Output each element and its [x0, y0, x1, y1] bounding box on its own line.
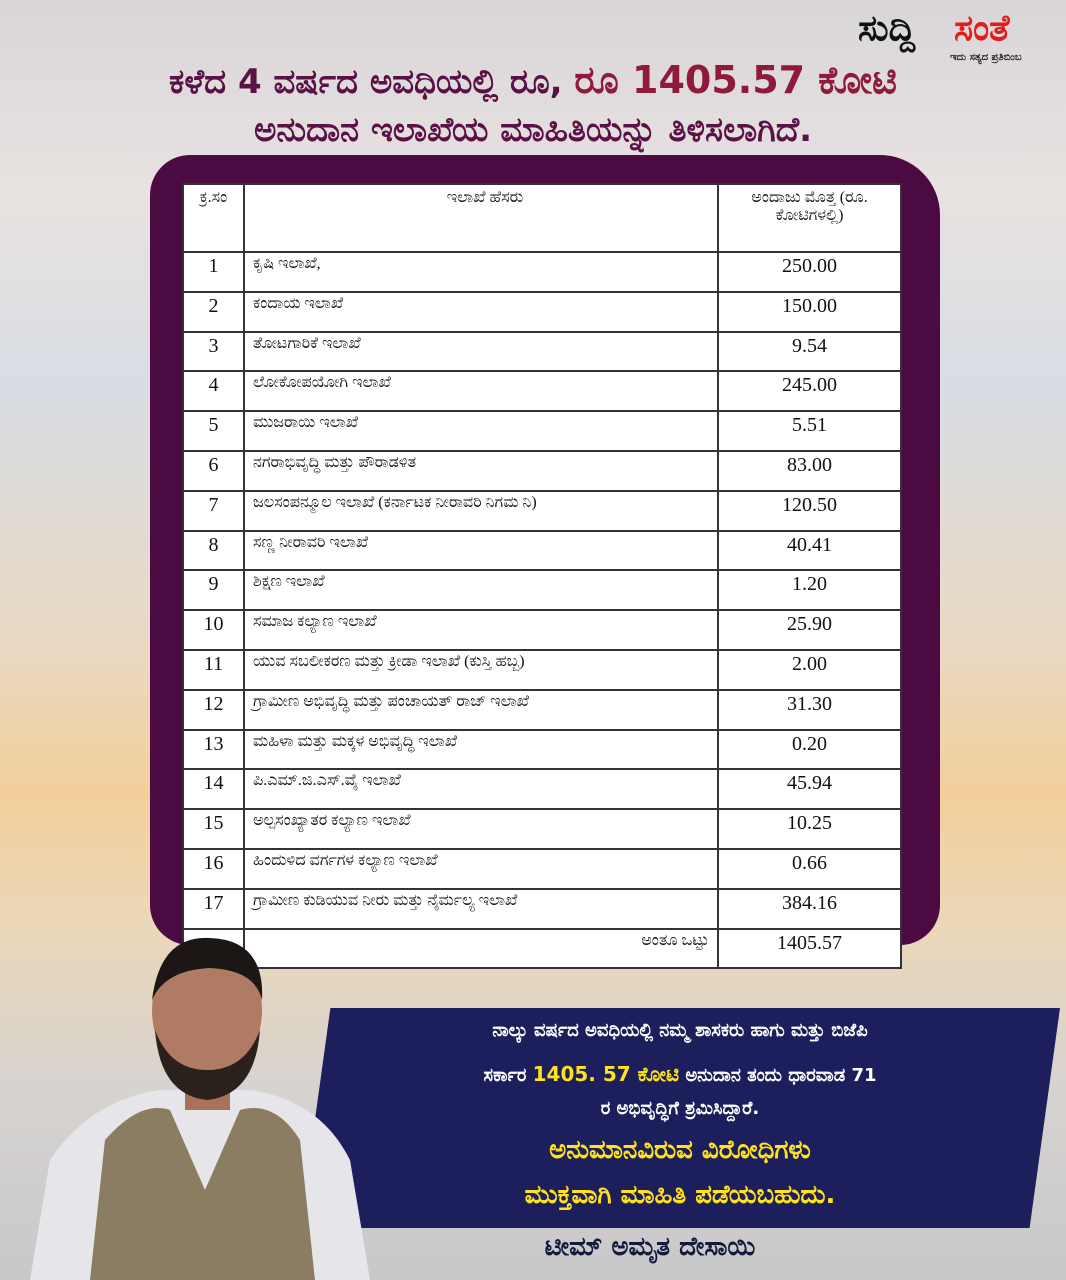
row-serial: 10	[183, 610, 244, 650]
row-amount: 2.00	[718, 650, 901, 690]
table-row	[183, 332, 901, 372]
table-row	[183, 690, 901, 730]
total-value: 1405.57	[718, 929, 901, 969]
row-department: ಅಲ್ಪಸಂಖ್ಯಾತರ ಕಲ್ಯಾಣ ಇಲಾಖೆ	[244, 809, 718, 849]
row-serial: 1	[183, 252, 244, 292]
table-row	[183, 491, 901, 531]
row-department: ಮಹಿಳಾ ಮತ್ತು ಮಕ್ಕಳ ಅಭಿವೃದ್ಧಿ ಇಲಾಖೆ	[244, 730, 718, 770]
table-row	[183, 730, 901, 770]
banner-amount: 1405. 57 ಕೋಟಿ	[532, 1062, 680, 1086]
row-amount: 245.00	[718, 371, 901, 411]
row-department: ಪಿ.ಎಮ್.ಜಿ.ಎಸ್.ವೈ ಇಲಾಖೆ	[244, 769, 718, 809]
row-serial: 15	[183, 809, 244, 849]
row-department: ಲೋಕೋಪಯೋಗಿ ಇಲಾಖೆ	[244, 371, 718, 411]
row-serial: 4	[183, 371, 244, 411]
row-serial: 13	[183, 730, 244, 770]
header-department: ಇಲಾಖೆ ಹೆಸರು	[244, 184, 718, 252]
row-serial: 5	[183, 411, 244, 451]
row-amount: 45.94	[718, 769, 901, 809]
grants-table	[182, 183, 902, 969]
row-amount: 250.00	[718, 252, 901, 292]
table-row	[183, 371, 901, 411]
row-serial: 14	[183, 769, 244, 809]
header-serial: ಕ್ರ.ಸಂ	[183, 184, 244, 252]
row-serial: 9	[183, 570, 244, 610]
row-department: ಕೃಷಿ ಇಲಾಖೆ,	[244, 252, 718, 292]
banner-line-3: ರ ಅಭಿವೃದ್ಧಿಗೆ ಶ್ರಮಿಸಿದ್ದಾರೆ.	[600, 1098, 760, 1119]
table-row	[183, 451, 901, 491]
row-department: ಜಲಸಂಪನ್ಮೂಲ ಇಲಾಖೆ (ಕರ್ನಾಟಕ ನೀರಾವರಿ ನಿಗಮ ನಿ)	[244, 491, 718, 531]
row-department: ಶಿಕ್ಷಣ ಇಲಾಖೆ	[244, 570, 718, 610]
table-row	[183, 531, 901, 571]
row-department: ತೋಟಗಾರಿಕೆ ಇಲಾಖೆ	[244, 332, 718, 372]
banner-line-2	[300, 1062, 1060, 1086]
table-row	[183, 849, 901, 889]
row-department: ಹಿಂದುಳಿದ ವರ್ಗಗಳ ಕಲ್ಯಾಣ ಇಲಾಖೆ	[244, 849, 718, 889]
headline-line-1	[0, 58, 1066, 103]
banner-line-1: ನಾಲ್ಕು ವರ್ಷದ ಅವಧಿಯಲ್ಲಿ ನಮ್ಮ ಶಾಸಕರು ಹಾಗು ಮತ್ತು ಬಿಜೆಪಿ	[492, 1020, 868, 1041]
row-amount: 0.20	[718, 730, 901, 770]
header-amount: ಅಂದಾಜು ಮೊತ್ತ (ರೂ. ಕೋಟಿಗಳಲ್ಲಿ)	[718, 184, 901, 252]
row-amount: 150.00	[718, 292, 901, 332]
row-serial: 17	[183, 889, 244, 929]
row-serial: 11	[183, 650, 244, 690]
banner-text: ಅನುದಾನ ತಂದು ಧಾರವಾಡ 71	[685, 1065, 877, 1086]
headline-amount: ರೂ 1405.57 ಕೋಟಿ	[574, 58, 897, 102]
headline-line-2: ಅನುದಾನ ಇಲಾಖೆಯ ಮಾಹಿತಿಯನ್ನು ತಿಳಿಸಲಾಗಿದೆ.	[254, 110, 812, 150]
headline-text: ಕಳೆದ 4 ವರ್ಷದ ಅವಧಿಯಲ್ಲಿ ರೂ,	[169, 62, 563, 102]
row-amount: 120.50	[718, 491, 901, 531]
banner-line-4: ಅನುಮಾನವಿರುವ ವಿರೋಧಿಗಳು	[549, 1135, 811, 1165]
total-label: ಅಂತೂ ಒಟ್ಟು	[244, 929, 718, 969]
banner-text: ಸರ್ಕಾರ	[483, 1065, 527, 1086]
row-amount: 83.00	[718, 451, 901, 491]
row-department: ಗ್ರಾಮೀಣ ಅಭಿವೃದ್ಧಿ ಮತ್ತು ಪಂಚಾಯತ್ ರಾಜ್ ಇಲಾಖೆ	[244, 690, 718, 730]
row-amount: 5.51	[718, 411, 901, 451]
row-amount: 384.16	[718, 889, 901, 929]
table-row	[183, 610, 901, 650]
logo-tagline: ಇದು ಸತ್ಯದ ಪ್ರತಿಬಿಂಬ	[950, 52, 1022, 63]
table-row	[183, 809, 901, 849]
row-serial: 7	[183, 491, 244, 531]
table-row	[183, 292, 901, 332]
row-department: ನಗರಾಭಿವೃದ್ಧಿ ಮತ್ತು ಪೌರಾಡಳಿತ	[244, 451, 718, 491]
table-row	[183, 570, 901, 610]
row-department: ಯುವ ಸಬಲೀಕರಣ ಮತ್ತು ಕ್ರೀಡಾ ಇಲಾಖೆ (ಕುಸ್ತಿ ಹಬ್ಬ)	[244, 650, 718, 690]
row-serial: 3	[183, 332, 244, 372]
row-amount: 25.90	[718, 610, 901, 650]
row-amount: 1.20	[718, 570, 901, 610]
row-serial: 16	[183, 849, 244, 889]
logo-word-1: ಸುದ್ದಿ	[858, 8, 916, 49]
row-serial: 12	[183, 690, 244, 730]
table-header-row	[183, 184, 901, 252]
row-amount: 0.66	[718, 849, 901, 889]
row-serial: 2	[183, 292, 244, 332]
signature: ಟೀಮ್ ಅಮೃತ ದೇಸಾಯಿ	[544, 1232, 756, 1262]
row-department: ಮುಜರಾಯಿ ಇಲಾಖೆ	[244, 411, 718, 451]
row-amount: 9.54	[718, 332, 901, 372]
row-amount: 40.41	[718, 531, 901, 571]
person-photo	[30, 930, 380, 1280]
table-row	[183, 650, 901, 690]
banner-line-5: ಮುಕ್ತವಾಗಿ ಮಾಹಿತಿ ಪಡೆಯಬಹುದು.	[524, 1180, 836, 1210]
row-serial: 8	[183, 531, 244, 571]
table-row	[183, 252, 901, 292]
row-department: ಕಂದಾಯ ಇಲಾಖೆ	[244, 292, 718, 332]
row-amount: 31.30	[718, 690, 901, 730]
row-serial: 6	[183, 451, 244, 491]
row-department: ಗ್ರಾಮೀಣ ಕುಡಿಯುವ ನೀರು ಮತ್ತು ನೈರ್ಮಲ್ಯ ಇಲಾಖೆ	[244, 889, 718, 929]
table-row	[183, 411, 901, 451]
table-row	[183, 769, 901, 809]
row-amount: 10.25	[718, 809, 901, 849]
row-department: ಸಣ್ಣ ನೀರಾವರಿ ಇಲಾಖೆ	[244, 531, 718, 571]
table-row	[183, 889, 901, 929]
logo-word-2: ಸಂತೆ	[954, 8, 1010, 49]
row-department: ಸಮಾಜ ಕಲ್ಯಾಣ ಇಲಾಖೆ	[244, 610, 718, 650]
